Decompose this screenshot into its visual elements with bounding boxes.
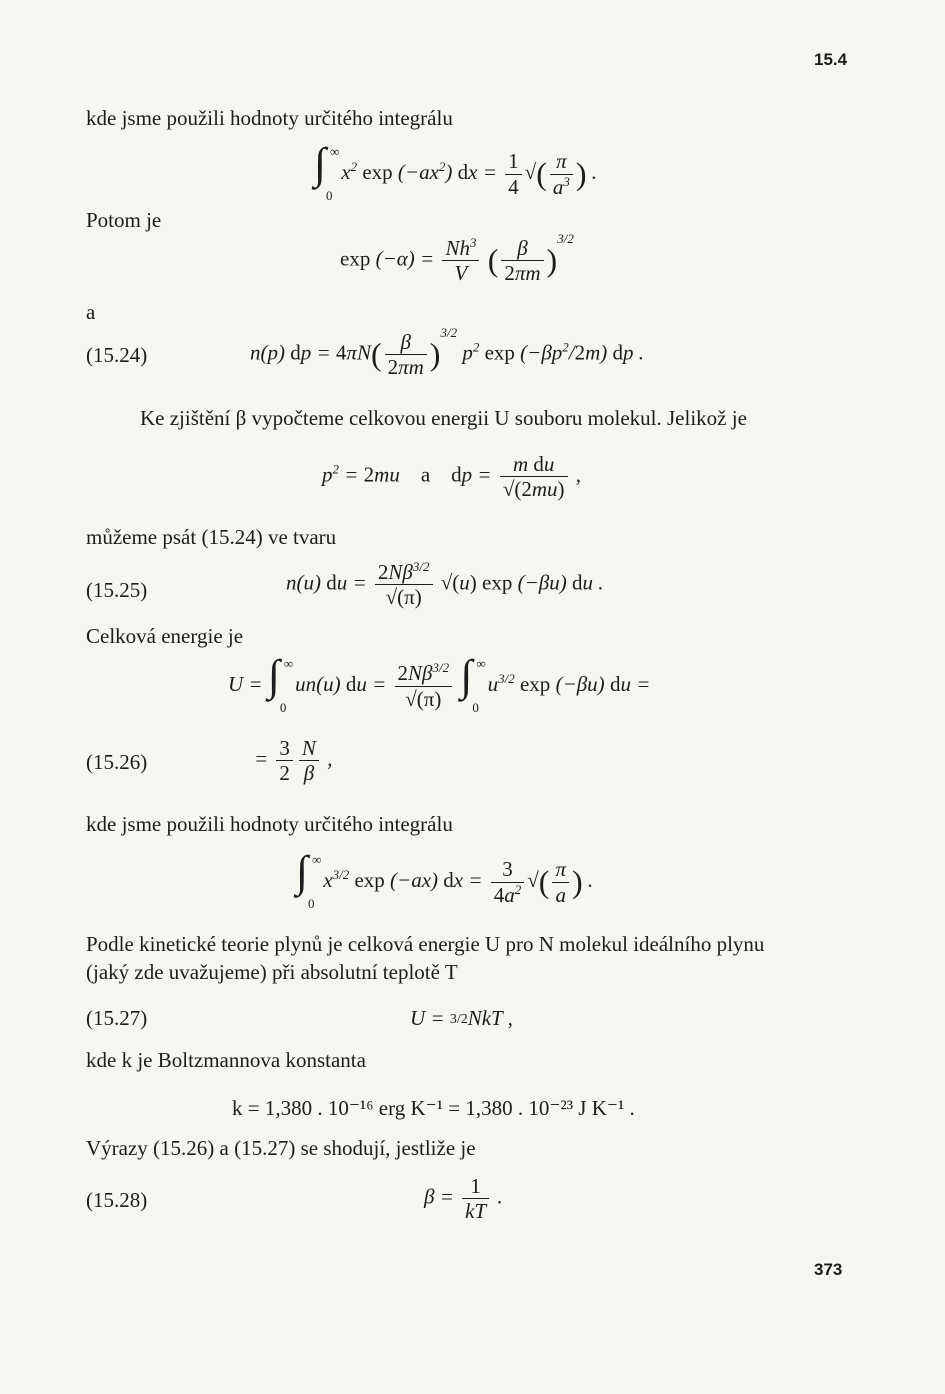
paragraph-text: Podle kinetické teorie plynů je celková energie U pro N molekul ideálního plynu: [86, 932, 765, 956]
paragraph-text: Celková energie je: [86, 624, 244, 648]
total-energy-equation: U = ∫ ∞ 0 un(u) du = $\frac{2N\beta^{3/2}}{√(\pi)}$ ∫ ∞ 0 $u^{3/2}$ exp (−βu) du =: [228, 651, 651, 715]
substitution-equation: $p^2 = 2mu$ a dp = $\frac{\text{m du}}{√(2mu)}$ ,: [322, 452, 582, 502]
integral-equation: ∫ ∞ 0 $x^{3/2}$ exp (−ax) dx = $\frac{3}{4a^2}$ √( $\frac{\pi}{a}$ ) .: [296, 847, 594, 911]
equation-number: (15.28): [86, 1188, 148, 1212]
paragraph-text: kde k je Boltzmannova konstanta: [86, 1048, 366, 1072]
momentum-distribution-equation: n(p) dp = 4πN( $\frac{\beta}{2\pi m}$ )$^{3/2}$ $p^2$ $\exp (-\beta p^2/2m)$ dp .: [250, 325, 645, 380]
paragraph-text: (jaký zde uvažujeme) při absolutní teplotě T: [86, 960, 458, 984]
paragraph-text: můžeme psát (15.24) ve tvaru: [86, 525, 337, 549]
paragraph-text: a: [86, 300, 96, 324]
paragraph-text: Ke zjištění β vypočteme celkovou energii U souboru molekul. Jelikož je: [140, 406, 747, 430]
energy-distribution-equation: n(u) du = $\frac{2N\beta^{3/2}}{√(\pi)}$ √(u) exp (−βu) du .: [286, 559, 604, 610]
energy-result-equation: = $\frac{3}{2}$ $\frac{N}{\beta}$ ,: [254, 736, 333, 786]
page-number: 373: [814, 1260, 843, 1279]
paragraph-text: kde jsme použili hodnoty určitého integrálu: [86, 812, 453, 836]
boltzmann-constant-equation: k = 1,380 . 10⁻¹⁶ erg K⁻¹ = 1,380 . 10⁻²³ J K⁻¹ .: [232, 1096, 635, 1120]
paragraph-text: kde jsme použili hodnoty určitého integrálu: [86, 106, 453, 130]
integral-equation: ∫ ∞ 0 $x^2$ $\exp (-ax^2)$ dx = $\frac{1}{4}$ √( $\frac{\pi}{a^3}$ ) .: [314, 139, 597, 203]
equation-number: (15.26): [86, 750, 148, 774]
section-number: 15.4: [814, 50, 848, 69]
equation-number: (15.27): [86, 1006, 148, 1030]
alpha-equation: exp (−α) = $\frac{Nh^3}{V}$ ( $\frac{\beta}{2\pi m}$ )$^{3/2}$: [340, 231, 574, 286]
beta-equation: β = $\frac{1}{kT}$ .: [424, 1174, 503, 1224]
equation-number: (15.24): [86, 343, 148, 367]
paragraph-text: Výrazy (15.26) a (15.27) se shodují, jestliže je: [86, 1136, 476, 1160]
paragraph-text: Potom je: [86, 208, 162, 232]
kinetic-energy-equation: U = 3/2NkT ,: [410, 1006, 513, 1030]
equation-number: (15.25): [86, 578, 148, 602]
